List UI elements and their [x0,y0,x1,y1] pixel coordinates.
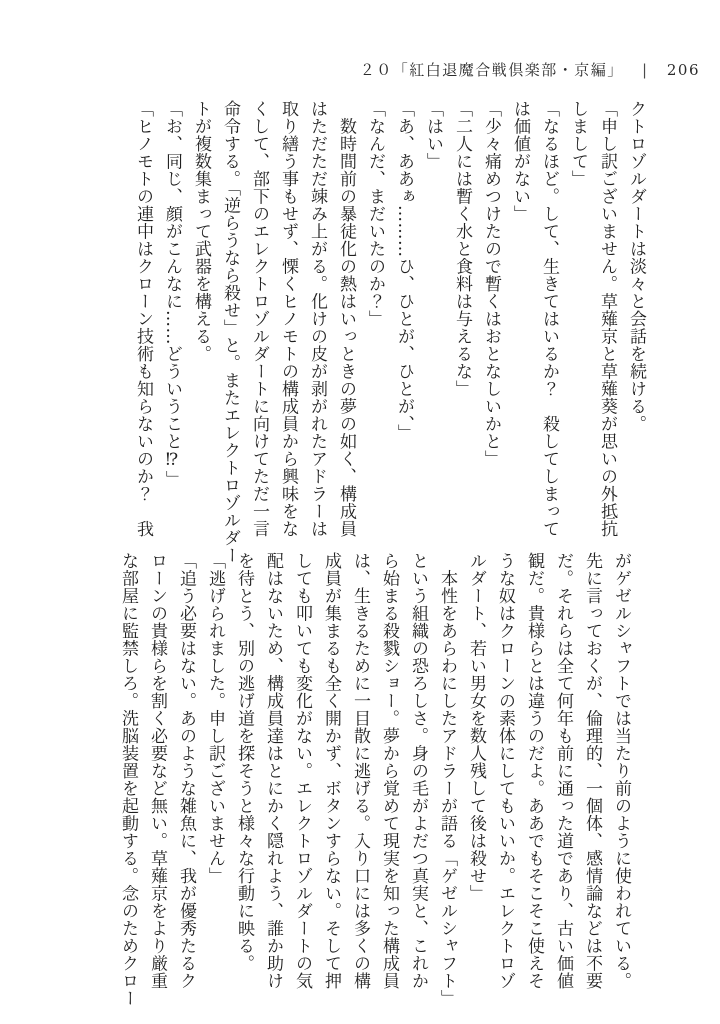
text-line: 「追う必要はない。あのような雑魚に、我が優秀たるク [176,552,196,990]
text-line: 「ヒノモトの連中はクローン技術も知らないのか？ 我 [133,100,153,538]
text-line: クトロゾルダートは淡々と会話を続ける。 [626,100,646,433]
text-line: 「はい」 [423,100,443,170]
chapter-title: ２０「紅白退魔合戦倶楽部・京編」 [359,61,624,79]
text-line: 「あ、ああぁ………ひ、ひとが、ひとが、」 [394,100,414,442]
page-number: 206 [666,61,700,79]
text-line: は価値がない」 [510,100,530,223]
text-line: 「なんだ、まだいたのか？」 [365,100,385,328]
text-line: 先に言っておくが、倫理的、一個体、感情論などは不要 [582,552,602,990]
text-line: はただただ竦み上がる。化けの皮が剥がれたアドラーは [307,100,327,538]
text-line: を待とう、別の逃げ道を探そうと様々な行動に映る。 [234,552,254,972]
text-line: 数時間前の暴徒化の熱はいっときの夢の如く、構成員 [336,100,356,538]
running-header [360,59,700,80]
text-line: 「申し訳ございません。草薙京と草薙葵が思いの外抵抗 [597,100,617,538]
text-line: 「少々痛めつけたので暫くはおとなしいかと」 [481,100,501,468]
text-line: ルダート、若い男女を数人残して後は殺せ」 [466,552,486,902]
text-line: 観だ。貴様らとは違うのだよ。ああでもそこそこ使えそ [524,552,544,990]
header-separator: | [642,61,649,79]
text-line: 取り繕う事もせず、慄くヒノモトの構成員から興味をな [278,100,298,538]
text-line: ら始まる殺戮ショー。夢から覚めて現実を知った構成員 [379,552,399,990]
text-line: だ。それらは全て何年も前に通った道であり、古い価値 [553,552,573,990]
text-line: な部屋に監禁しろ。洗脳装置を起動する。念のためクロー [118,552,138,1007]
text-block-bottom [113,552,635,1007]
text-line: がゲゼルシャフトでは当たり前のように使われている。 [611,552,631,990]
text-line: くして、部下のエレクトロゾルダートに向けてただ一言 [249,100,269,538]
text-line: しても叩いても変化がない。エレクトロゾルダートの気 [292,552,312,990]
text-line: 成員が集まるも全く開かず、ボタンすらない。そして押 [321,552,341,990]
text-line: 「逃げられました。申し訳ございません」 [205,552,225,885]
text-line: 「お、同じ、顔がこんなに……どういうこと⁉」 [162,100,182,488]
text-line: 「二人には暫く水と食料は与えるな」 [452,100,472,398]
text-line: しまして」 [568,100,588,188]
text-line: トが複数集まって武器を構える。 [191,100,211,363]
text-block-top [128,100,650,564]
text-line: うな奴はクローンの素体にしてもいいか。エレクトロゾ [495,552,515,990]
text-line: 本性をあらわにしたアドラーが語る「ゲゼルシャフト」 [437,552,457,1007]
text-line: 配はないため、構成員達はとにかく隠れよう、誰か助け [263,552,283,990]
text-line: 命令する。「逆らうなら殺せ」と。またエレクトロゾルダー [220,100,240,564]
text-line: ローンの貴様らを割く必要など無い。草薙京をより厳重 [147,552,167,990]
text-line: という組織の恐ろしさ。身の毛がよだつ真実と、これか [408,552,428,990]
text-line: は、生きるために一目散に逃げる。入り口には多くの構 [350,552,370,990]
text-line: 「なるほど。して、生きてはいるか？ 殺してしまって [539,100,559,538]
